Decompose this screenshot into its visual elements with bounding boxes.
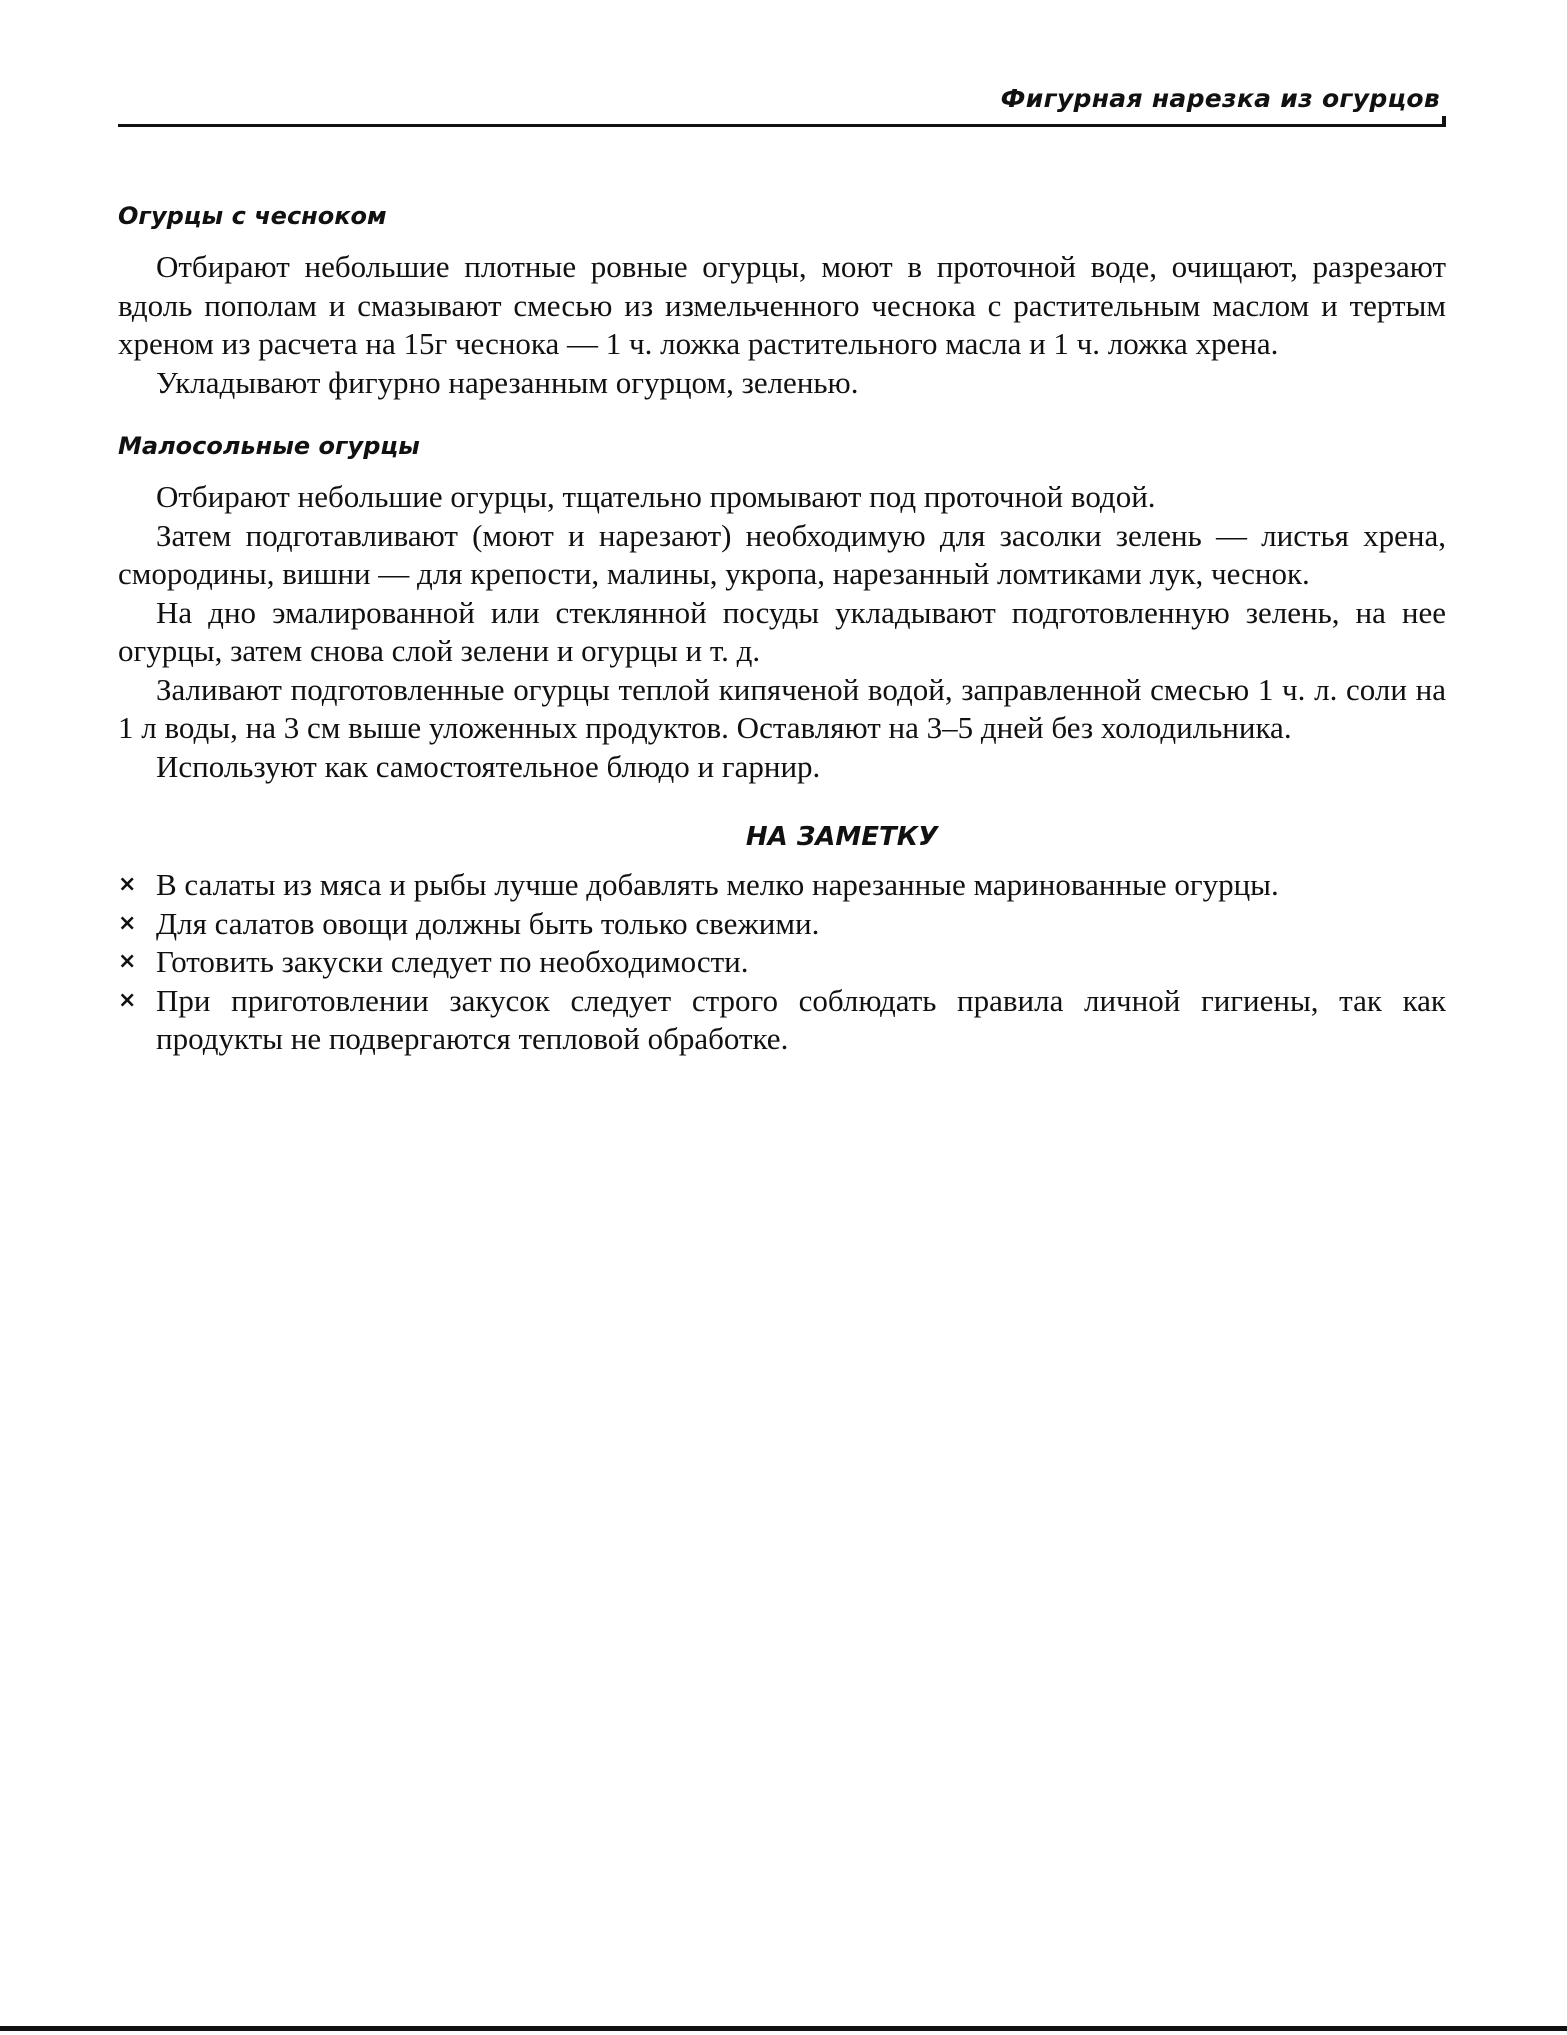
- note-text: В салаты из мяса и рыбы лучше добавлять мелко нарезанные маринованные огурцы.: [156, 867, 1279, 902]
- list-item: [118, 943, 1446, 982]
- paragraph: Используют как самостоятельное блюдо и гарнир.: [156, 748, 821, 784]
- cross-bullet-icon: ×: [118, 910, 137, 936]
- list-item: [118, 866, 1446, 905]
- paragraph: Отбирают небольшие огурцы, тщательно промывают под проточной водой.: [156, 479, 1156, 514]
- note-list: [118, 866, 1446, 1059]
- note-text: Для салатов овощи должны быть только свежими.: [156, 905, 820, 941]
- note-text: Готовить закуски следует по необходимости.: [156, 944, 749, 979]
- page-body: [118, 200, 1446, 1059]
- paragraph: Отбирают небольшие плотные ровные огурцы, моют в проточной воде, очищают, разрезают вдоль пополам и смазывают смесью из измельченного чеснока с растительным маслом и тертым хреном из расчета на 15г чеснока — 1 ч. ложка растительного масла и 1 ч. ложка хрена.: [118, 249, 1446, 361]
- page-bottom-edge: [0, 2026, 1567, 2031]
- header-rule: [118, 124, 1446, 127]
- running-header: [118, 78, 1446, 130]
- list-item: [118, 905, 1446, 944]
- running-title: Фигурная нарезка из огурцов: [1000, 84, 1440, 113]
- section-title: Малосольные огурцы: [118, 432, 420, 460]
- list-item: [118, 982, 1446, 1059]
- paragraph: Укладывают фигурно нарезанным огурцом, зеленью.: [156, 364, 859, 400]
- cross-bullet-icon: ×: [118, 872, 137, 897]
- section-lightly-salted-cucumbers: [118, 430, 1446, 786]
- cross-bullet-icon: ×: [118, 987, 137, 1013]
- section-garlic-cucumbers: [118, 200, 1446, 402]
- paragraph: Затем подготавливают (моют и нарезают) необходимую для засолки зелень — листья хрена, смородины, вишни — для крепости, малины, укропа, нарезанный ломтиками лук, чеснок.: [118, 517, 1446, 591]
- note-box: [118, 820, 1446, 1059]
- paragraph: На дно эмалированной или стеклянной посуды укладывают подготовленную зелень, на нее огурцы, затем снова слой зелени и огурцы и т. д.: [118, 594, 1446, 668]
- paragraph: Заливают подготовленные огурцы теплой кипяченой водой, заправленной смесью 1 ч. л. соли на 1 л воды, на 3 см выше уложенных продуктов. Оставляют на 3–5 дней без холодильника.: [118, 671, 1446, 745]
- cross-bullet-icon: ×: [118, 949, 137, 974]
- section-title: Огурцы с чесноком: [118, 202, 387, 230]
- note-text: При приготовлении закусок следует строго соблюдать правила личной гигиены, так как продукты не подвергаются тепловой обработке.: [156, 982, 1446, 1056]
- header-rule-tick: [1442, 116, 1446, 127]
- note-title: НА ЗАМЕТКУ: [745, 822, 939, 852]
